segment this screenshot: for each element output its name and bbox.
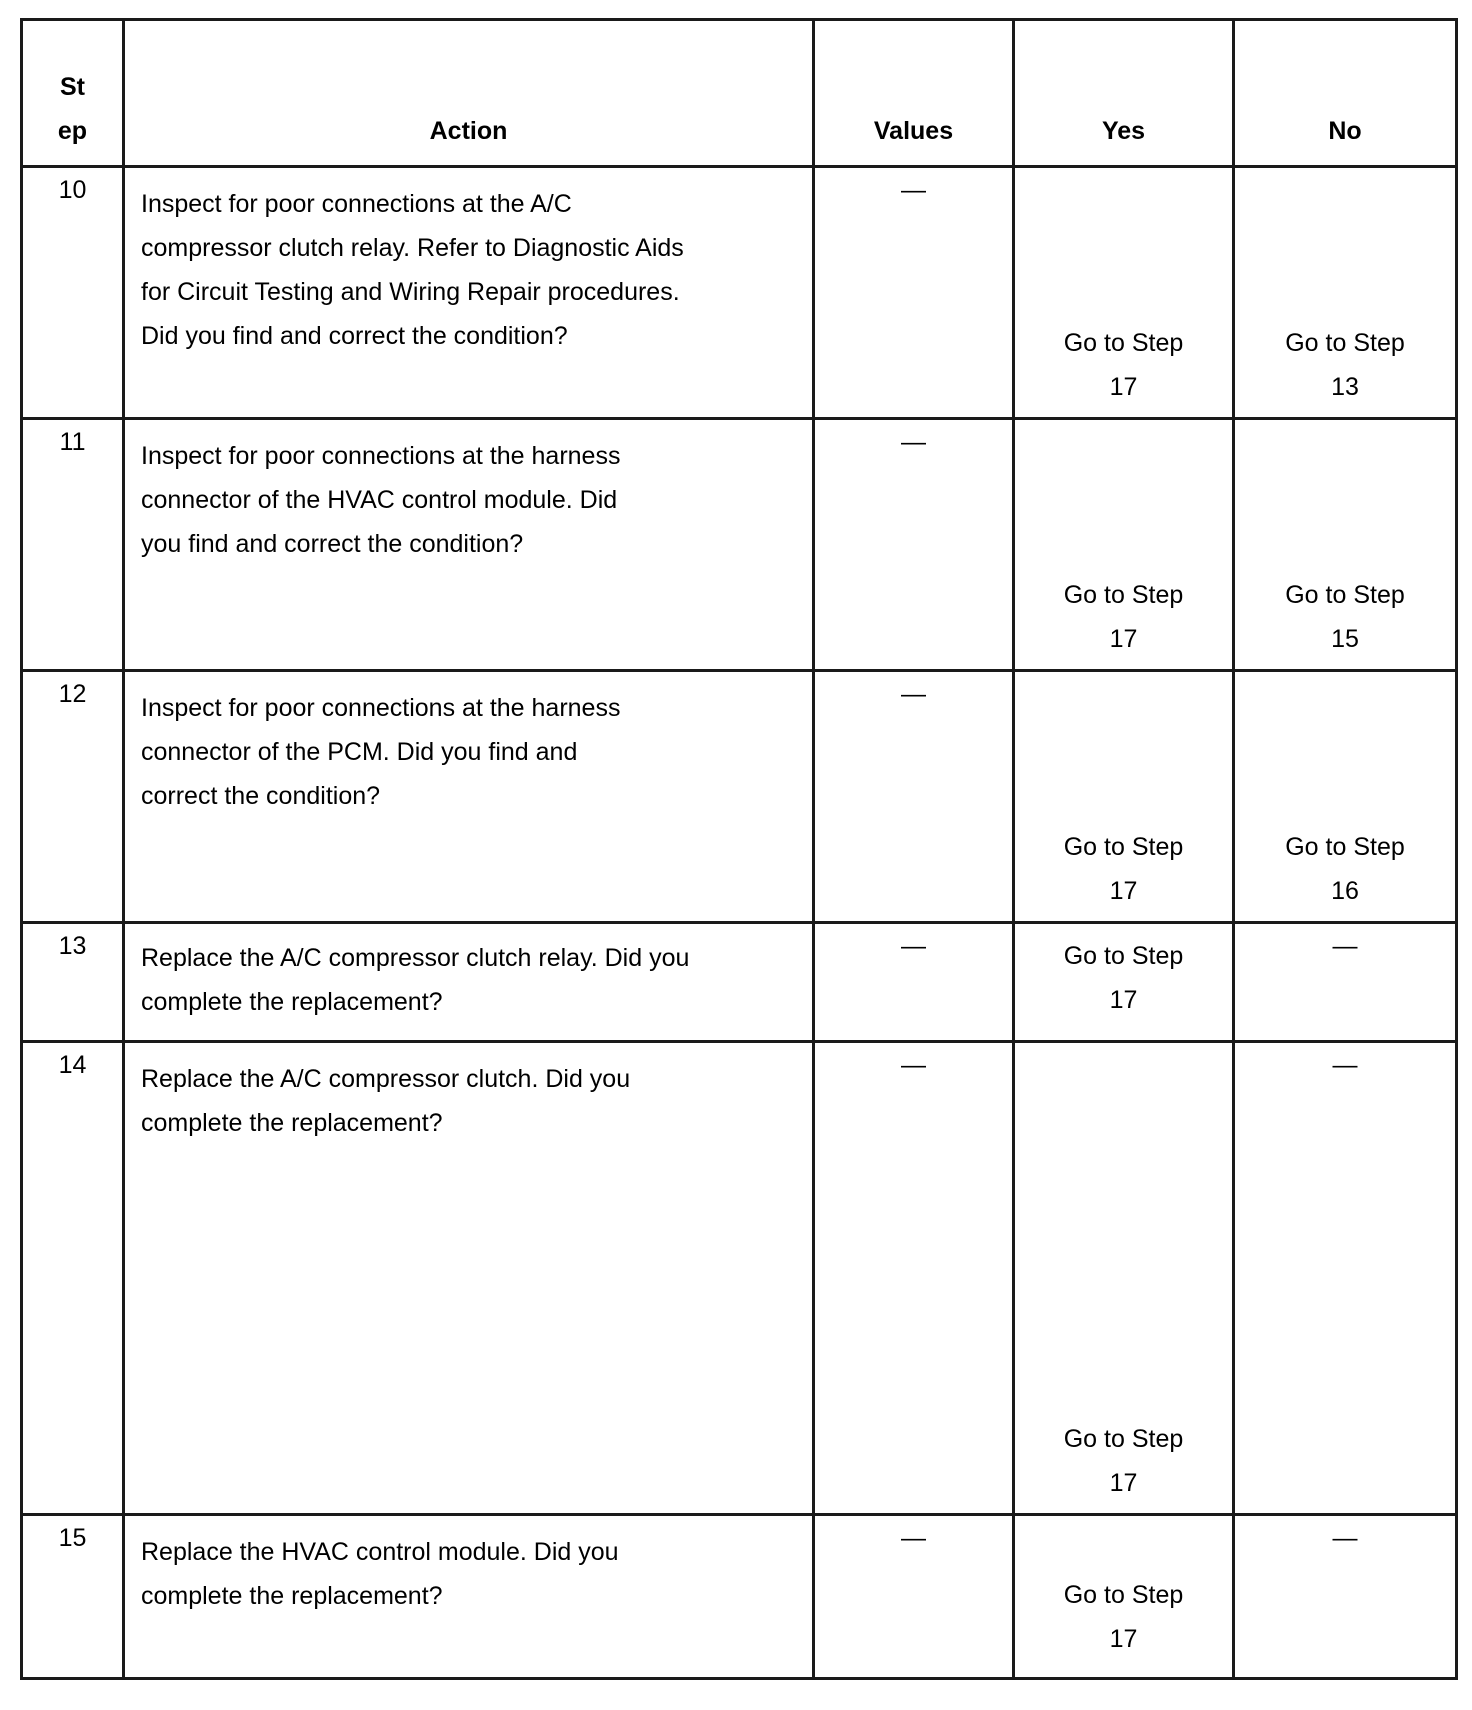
yes-cell (1014, 419, 1234, 671)
action-line: for Circuit Testing and Wiring Repair procedures. (141, 278, 680, 306)
yes-cell (1014, 1042, 1234, 1515)
header-no: No (1234, 20, 1457, 167)
action-line: complete the replacement? (141, 1109, 443, 1137)
action-line: Inspect for poor connections at the harness (141, 442, 621, 470)
values-cell: — (814, 419, 1014, 671)
header-yes: Yes (1014, 20, 1234, 167)
no-cell (1234, 419, 1457, 671)
no-cell: — (1234, 1515, 1457, 1679)
table-row (22, 923, 1457, 1042)
values-cell: — (814, 1042, 1014, 1515)
no-label: Go to Step (1285, 581, 1405, 609)
yes-cell (1014, 167, 1234, 419)
action-text (124, 671, 814, 923)
action-line: Inspect for poor connections at the A/C (141, 190, 572, 218)
table-row (22, 419, 1457, 671)
action-line: you find and correct the condition? (141, 530, 524, 558)
action-line: compressor clutch relay. Refer to Diagnostic Aids (141, 234, 684, 262)
no-cell (1234, 671, 1457, 923)
values-cell: — (814, 923, 1014, 1042)
yes-step: 17 (1109, 1624, 1138, 1653)
action-text (124, 923, 814, 1042)
action-text (124, 1042, 814, 1515)
no-step: 15 (1331, 625, 1359, 653)
yes-step: 17 (1109, 877, 1138, 905)
header-step-line1: St (60, 73, 85, 101)
step-number: 12 (22, 671, 124, 923)
table-row (22, 671, 1457, 923)
action-line: Inspect for poor connections at the harness (141, 694, 621, 722)
no-cell (1234, 167, 1457, 419)
yes-label: Go to Step (1063, 833, 1184, 861)
no-label: Go to Step (1285, 329, 1405, 357)
action-line: connector of the HVAC control module. Did (141, 486, 618, 514)
action-line: Replace the HVAC control module. Did you (141, 1538, 619, 1566)
action-line: Replace the A/C compressor clutch relay. Did you (141, 944, 690, 972)
action-line: complete the replacement? (141, 988, 443, 1016)
no-cell: — (1234, 1042, 1457, 1515)
no-label: Go to Step (1285, 833, 1405, 861)
yes-step: 17 (1109, 1469, 1138, 1497)
yes-step: 17 (1109, 373, 1138, 401)
step-number: 13 (22, 923, 124, 1042)
yes-step: 17 (1109, 625, 1138, 653)
step-number: 10 (22, 167, 124, 419)
action-text (124, 419, 814, 671)
yes-label: Go to Step (1063, 942, 1184, 970)
header-row (22, 20, 1457, 167)
table-row (22, 167, 1457, 419)
diagnostic-table (20, 18, 1458, 1680)
values-cell: — (814, 167, 1014, 419)
yes-cell (1014, 1515, 1234, 1679)
step-number: 15 (22, 1515, 124, 1679)
header-step-line2: ep (57, 117, 88, 145)
action-line: connector of the PCM. Did you find and (141, 738, 578, 766)
action-text (124, 1515, 814, 1679)
values-cell: — (814, 671, 1014, 923)
header-values: Values (814, 20, 1014, 167)
yes-label: Go to Step (1063, 1580, 1184, 1609)
no-cell: — (1234, 923, 1457, 1042)
yes-label: Go to Step (1063, 329, 1184, 357)
no-step: 13 (1331, 373, 1359, 401)
table-row (22, 1042, 1457, 1515)
step-number: 11 (22, 419, 124, 671)
header-step (22, 20, 124, 167)
action-line: Replace the A/C compressor clutch. Did you (141, 1065, 631, 1093)
yes-label: Go to Step (1063, 1425, 1184, 1453)
yes-cell (1014, 923, 1234, 1042)
action-text (124, 167, 814, 419)
yes-cell (1014, 671, 1234, 923)
action-line: Did you find and correct the condition? (141, 322, 568, 350)
table-row (22, 1515, 1457, 1679)
no-step: 16 (1331, 877, 1359, 905)
yes-step: 17 (1109, 986, 1138, 1014)
values-cell: — (814, 1515, 1014, 1679)
action-line: complete the replacement? (141, 1582, 443, 1610)
action-line: correct the condition? (141, 782, 381, 810)
step-number: 14 (22, 1042, 124, 1515)
header-action: Action (124, 20, 814, 167)
yes-label: Go to Step (1063, 581, 1184, 609)
